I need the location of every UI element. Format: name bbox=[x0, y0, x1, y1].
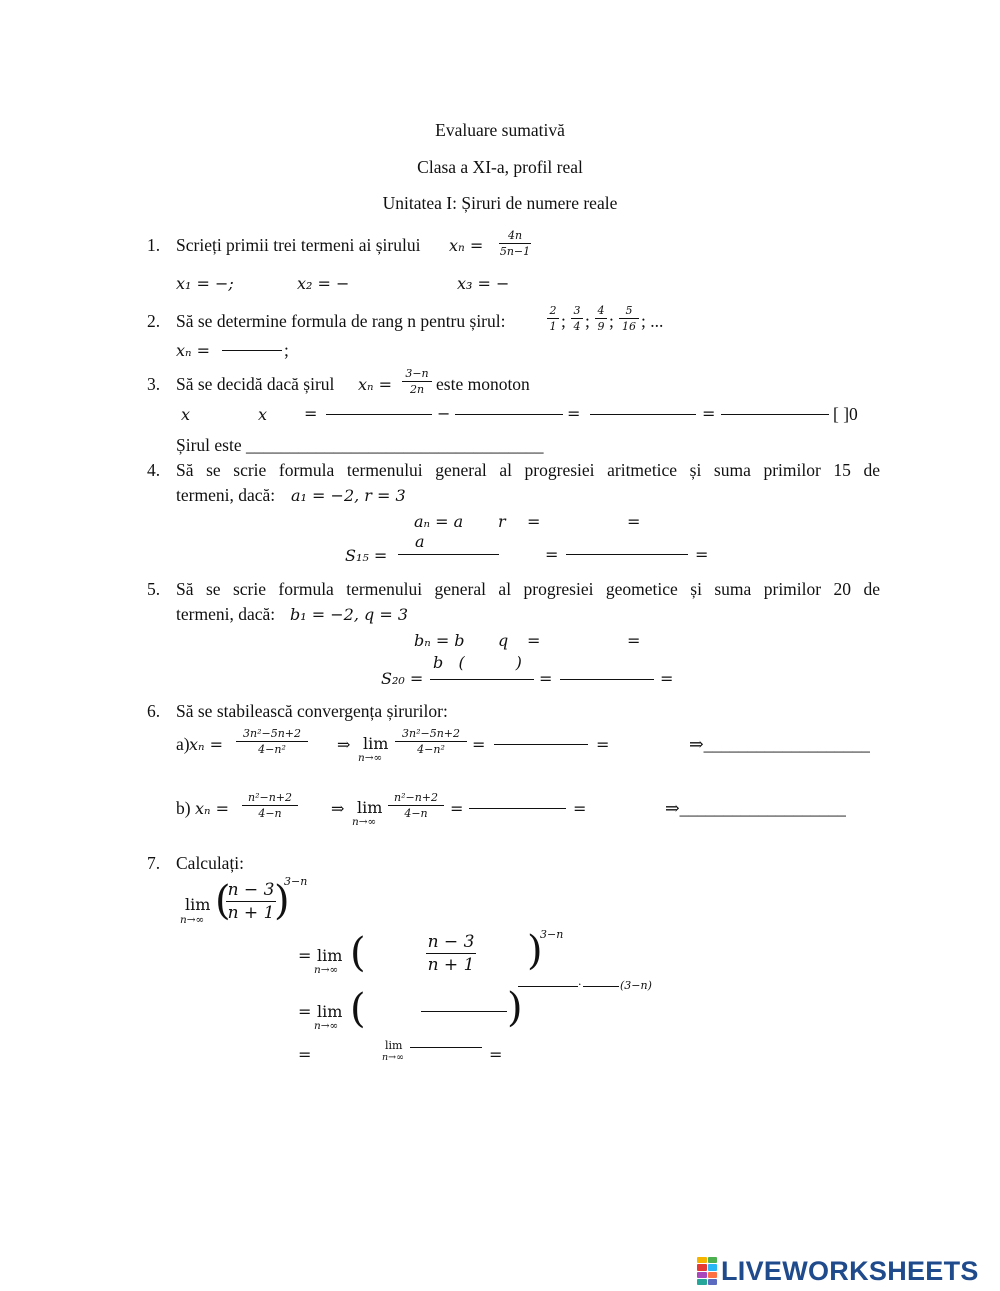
q4-text: Să se scrie formula termenului general al progresiei aritmetice și suma primilor 15 de bbox=[176, 460, 880, 480]
q3-xn: xₙ = bbox=[358, 375, 392, 394]
q3-text-2: este monoton bbox=[436, 374, 530, 394]
q5-s-num: b ( ) bbox=[433, 653, 522, 672]
q3-text: Să se decidă dacă șirul bbox=[176, 374, 335, 394]
q6a-xn: xₙ = bbox=[189, 735, 223, 754]
q7-step2-exp-blank-1[interactable] bbox=[518, 986, 578, 987]
q4-an-eq-1: = bbox=[527, 512, 541, 531]
q4-an-eq-2: = bbox=[627, 512, 641, 531]
q1-answer-x2[interactable]: x₂ = − bbox=[297, 274, 350, 293]
q7-step2-eq: = bbox=[298, 1002, 312, 1021]
q6b-blank[interactable] bbox=[469, 808, 566, 809]
q1-answer-x1[interactable]: x₁ = −; bbox=[176, 274, 234, 293]
q3-x-curr: x bbox=[258, 405, 268, 424]
q5-s-fraction-bar[interactable] bbox=[430, 679, 534, 680]
q5-text-2: termeni, dacă: bbox=[176, 604, 276, 624]
q7-step2-paren-left: ( bbox=[350, 986, 366, 1032]
q7-text: Calculați: bbox=[176, 853, 245, 873]
q4-s-eq-1: = bbox=[545, 545, 559, 564]
q5-number: 5. bbox=[147, 579, 161, 599]
q7-step2-fraction-bar[interactable] bbox=[421, 1011, 507, 1012]
q6a-conclusion[interactable]: ⇒___________________ bbox=[689, 734, 870, 754]
q3-minus: − bbox=[437, 404, 451, 423]
q4-s-lhs: S₁₅ = bbox=[345, 546, 388, 565]
q3-conclusion: Șirul este __________________________________ bbox=[176, 435, 544, 455]
q4-condition: a₁ = −2, r = 3 bbox=[291, 486, 406, 505]
q4-an-r: r bbox=[498, 512, 506, 531]
q6a-lim: lim bbox=[363, 734, 389, 753]
liveworksheets-logo bbox=[697, 1253, 979, 1289]
worksheet-class: Clasa a XI-a, profil real bbox=[417, 157, 583, 177]
q6b-fraction: n²−n+2 4−n bbox=[242, 791, 298, 820]
q5-bn-q: q bbox=[498, 631, 509, 650]
q5-condition: b₁ = −2, q = 3 bbox=[290, 605, 408, 624]
q1-answer-x3[interactable]: x₃ = − bbox=[457, 274, 510, 293]
q7-step2-paren-right: ) bbox=[507, 985, 523, 1031]
q3-number: 3. bbox=[147, 374, 161, 394]
q6b-lim-sub: n→∞ bbox=[352, 816, 377, 828]
q6b-eq-2: = bbox=[573, 799, 587, 818]
q6-text: Să se stabilească convergența șirurilor: bbox=[176, 701, 448, 721]
q3-conclusion-blank[interactable]: __________________________________ bbox=[246, 435, 544, 455]
q7-paren-left: ( bbox=[215, 878, 231, 924]
q5-text: Să se scrie formula termenului general al progresiei geometice și suma primilor 20 de bbox=[176, 579, 880, 599]
q7-step2-lim-sub: n→∞ bbox=[314, 1020, 339, 1032]
q6a-blank[interactable] bbox=[494, 744, 588, 745]
q6a-arrow: ⇒ bbox=[337, 735, 351, 754]
q1-fraction bbox=[499, 229, 531, 258]
q5-s-blank[interactable] bbox=[560, 679, 654, 680]
q3-eq-2: = bbox=[567, 404, 581, 423]
q6a-eq-2: = bbox=[596, 735, 610, 754]
q7-step3-lim-sub: n→∞ bbox=[382, 1052, 404, 1063]
liveworksheets-brand: LIVEWORKSHEETS bbox=[721, 1255, 979, 1286]
q2-answer-line[interactable] bbox=[222, 350, 282, 351]
q6b-xn: xₙ = bbox=[195, 799, 229, 818]
q2-sep-1: ; bbox=[561, 311, 566, 331]
q4-s-num: a bbox=[415, 532, 425, 551]
q1-fraction-num: 4n bbox=[507, 229, 523, 242]
q7-step1-eq: = bbox=[298, 946, 312, 965]
worksheet-title: Evaluare sumativă bbox=[435, 120, 565, 140]
q2-answer-lhs: xₙ = bbox=[176, 341, 210, 360]
q1-number: 1. bbox=[147, 235, 161, 255]
q7-step3-eq-2: = bbox=[489, 1045, 503, 1064]
q7-lim: lim bbox=[185, 895, 211, 914]
q7-step1-fraction: n − 3 n + 1 bbox=[427, 932, 475, 975]
q6-number: 6. bbox=[147, 701, 161, 721]
q4-text-2: termeni, dacă: bbox=[176, 485, 276, 505]
q6a-fraction: 3n²−5n+2 4−n² bbox=[236, 727, 308, 756]
q5-s-eq-1: = bbox=[539, 669, 553, 688]
worksheet-unit: Unitatea I: Șiruri de numere reale bbox=[382, 193, 618, 213]
q4-an-lhs: aₙ = a bbox=[414, 512, 464, 531]
q6a-eq-1: = bbox=[472, 735, 486, 754]
q3-eq-1: = bbox=[304, 404, 318, 423]
q3-blank-2[interactable] bbox=[455, 414, 563, 415]
liveworksheets-logo-icon bbox=[697, 1257, 717, 1285]
q7-step1-exponent: 3−n bbox=[540, 928, 564, 941]
q3-x-next: x bbox=[181, 405, 191, 424]
q7-step2-lim: lim bbox=[317, 1002, 343, 1021]
q2-tail: ; ... bbox=[641, 311, 664, 331]
q7-step1-paren-right: ) bbox=[527, 928, 543, 974]
q5-bn-eq-2: = bbox=[627, 631, 641, 650]
q1-fraction-den: 5n−1 bbox=[499, 245, 531, 258]
q3-eq-3: = bbox=[702, 404, 716, 423]
q4-s-blank[interactable] bbox=[566, 554, 688, 555]
q6b-lim-fraction: n²−n+2 4−n bbox=[388, 791, 444, 820]
q6b-eq-1: = bbox=[450, 799, 464, 818]
q4-s-fraction-bar[interactable] bbox=[398, 554, 499, 555]
q7-step2-exp-blank-2[interactable] bbox=[583, 986, 619, 987]
q7-step1-lim: lim bbox=[317, 946, 343, 965]
q7-paren-right: ) bbox=[274, 878, 290, 924]
q7-exponent: 3−n bbox=[284, 875, 308, 888]
q3-fraction: 3−n 2n bbox=[402, 367, 432, 396]
q7-step3-eq: = bbox=[298, 1045, 312, 1064]
q7-step1-lim-sub: n→∞ bbox=[314, 964, 339, 976]
q6b-arrow: ⇒ bbox=[331, 799, 345, 818]
q7-step1-paren-left: ( bbox=[350, 930, 366, 976]
q6b-lim: lim bbox=[357, 798, 383, 817]
q3-bracket[interactable]: [ ]0 bbox=[833, 404, 858, 424]
q2-sep-2: ; bbox=[585, 311, 590, 331]
q2-text: Să se determine formula de rang n pentru șirul: bbox=[176, 311, 506, 331]
q7-step2-exp-dot: · bbox=[578, 978, 582, 991]
q2-term-3: 4 9 bbox=[595, 304, 607, 333]
q2-term-1: 2 1 bbox=[547, 304, 559, 333]
q5-bn-lhs: bₙ = b bbox=[414, 631, 465, 650]
q7-fraction: n − 3 n + 1 bbox=[227, 880, 275, 923]
q7-lim-sub: n→∞ bbox=[180, 914, 205, 926]
q2-term-4: 5 16 bbox=[619, 304, 639, 333]
q6a-lim-fraction: 3n²−5n+2 4−n² bbox=[395, 727, 467, 756]
q4-s-eq-2: = bbox=[695, 545, 709, 564]
q3-blank-4[interactable] bbox=[721, 414, 829, 415]
q5-s-lhs: S₂₀ = bbox=[381, 669, 424, 688]
q7-step3-lim: lim bbox=[385, 1039, 403, 1052]
q3-blank-3[interactable] bbox=[590, 414, 696, 415]
q7-number: 7. bbox=[147, 853, 161, 873]
q5-s-eq-2: = bbox=[660, 669, 674, 688]
q7-step3-blank[interactable] bbox=[410, 1047, 482, 1048]
q6a-lim-sub: n→∞ bbox=[358, 752, 383, 764]
q5-bn-eq-1: = bbox=[527, 631, 541, 650]
q1-xn: xn = bbox=[449, 236, 484, 255]
q3-blank-1[interactable] bbox=[326, 414, 432, 415]
q7-step2-exp: (3−n) bbox=[620, 979, 652, 992]
q4-number: 4. bbox=[147, 460, 161, 480]
q1-text: Scrieți primii trei termeni ai șirului bbox=[176, 235, 421, 255]
q6a-label: a) bbox=[176, 734, 190, 754]
q2-term-2: 3 4 bbox=[571, 304, 583, 333]
q6b-conclusion[interactable]: ⇒___________________ bbox=[665, 798, 846, 818]
q6b-label: b) bbox=[176, 798, 191, 818]
q2-answer-end: ; bbox=[284, 340, 289, 360]
q2-sep-3: ; bbox=[609, 311, 614, 331]
q2-number: 2. bbox=[147, 311, 161, 331]
